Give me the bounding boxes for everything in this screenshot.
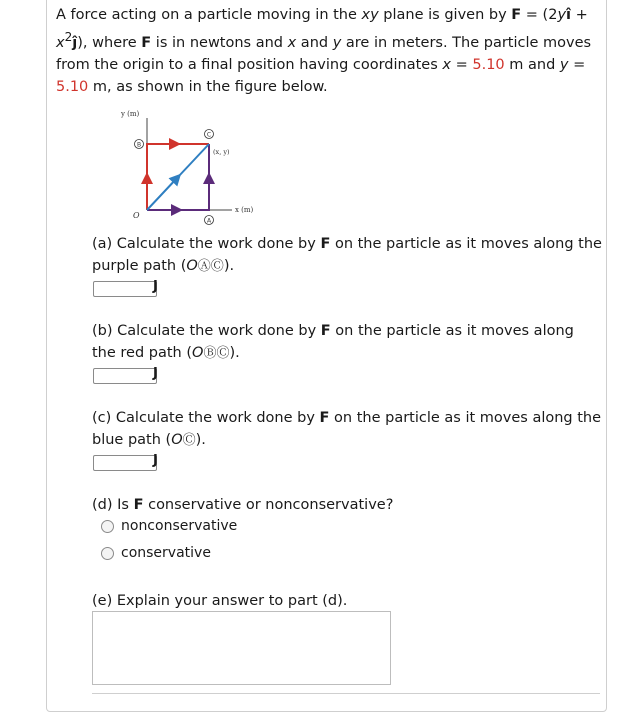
answer-input-b[interactable]	[93, 368, 157, 384]
question-b: (b) Calculate the work done by F on the particle as it moves along the red path (OⒷⒸ).	[92, 323, 574, 361]
divider	[92, 693, 600, 694]
option-conservative-label: conservative	[121, 545, 211, 561]
y-axis-label: y (m)	[121, 110, 140, 118]
question-a: (a) Calculate the work done by F on the particle as it moves along the purple path (OⒶⒸ).	[92, 236, 602, 274]
problem-statement: A force acting on a particle moving in the xy plane is given by F = (2yî + $x^2ĵ$), where F is in newtons and x and y are in meters. The particle moves from the origin to a final position having coordinates x = 5.10 m and y = 5.10 m, as shown in the figure below.	[56, 7, 592, 95]
blue-path-arrow	[147, 178, 177, 210]
origin-label: O	[133, 211, 140, 220]
path-figure	[117, 108, 277, 228]
question-c: (c) Calculate the work done by F on the particle as it moves along the blue path (OⒸ).	[92, 410, 602, 448]
question-e: (e) Explain your answer to part (d).	[92, 593, 348, 609]
radio-nonconservative[interactable]	[101, 520, 114, 533]
radio-conservative[interactable]	[101, 547, 114, 560]
answer-textarea-e[interactable]	[92, 611, 391, 685]
unit-c: J	[153, 453, 158, 468]
question-d: (d) Is F conservative or nonconservative?	[92, 497, 394, 513]
purple-path-segment-2	[177, 178, 209, 210]
label-C-text: C	[206, 131, 212, 139]
option-nonconservative-label: nonconservative	[121, 518, 238, 534]
answer-input-c[interactable]	[93, 455, 157, 471]
red-path-segment-2	[147, 144, 175, 178]
x-value: 5.10	[472, 56, 505, 73]
unit-b: J	[153, 366, 158, 381]
answer-input-a[interactable]	[93, 281, 157, 297]
label-A-text: A	[206, 217, 212, 225]
unit-a: J	[153, 279, 158, 294]
option-conservative[interactable]	[101, 545, 211, 561]
label-A	[205, 216, 214, 225]
point-label: (x, y)	[213, 148, 230, 156]
label-B-text: B	[136, 141, 142, 149]
x-axis-label: x (m)	[235, 206, 254, 214]
force-vector-symbol: F	[511, 7, 522, 23]
option-nonconservative[interactable]	[101, 518, 237, 534]
label-C	[205, 130, 214, 139]
label-B	[135, 140, 144, 149]
y-value: 5.10	[56, 78, 89, 95]
